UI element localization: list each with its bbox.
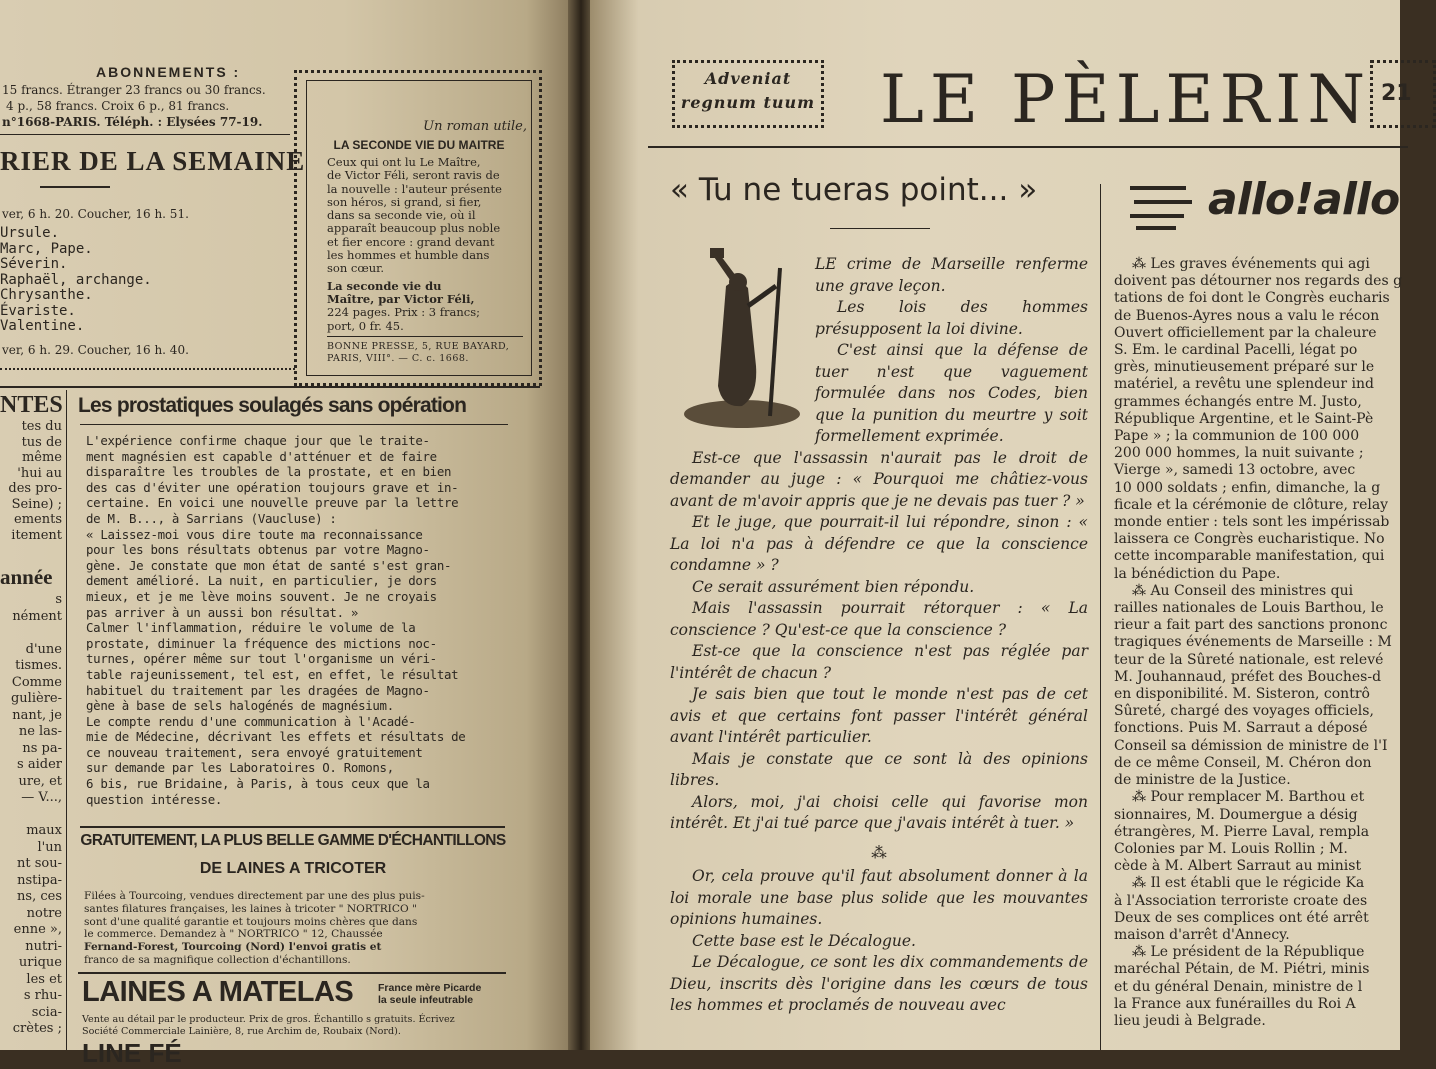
matelas-line: Société Commerciale Lainière, 8, rue Archim de, Roubaix (Nord).	[82, 1025, 401, 1037]
narrow-line: enne »,	[13, 922, 62, 937]
abonnements-title: ABONNEMENTS :	[96, 64, 241, 80]
narrow-line: s rhu-	[23, 988, 62, 1003]
article-para: Les lois des hommes présupposent la loi divine.	[815, 298, 1088, 338]
narrow-line: ne las-	[18, 724, 62, 739]
news-line: monde entier : tels sont les impérissab	[1114, 514, 1390, 531]
news-line: 200 000 hommes, la nuit suivante ;	[1114, 445, 1364, 462]
article-para: Or, cela prouve qu'il faut absolument donner à la loi morale une base plus solide que les mouvantes opinions humaines.	[670, 867, 1088, 928]
article-para: LE crime de Marseille renferme une grave leçon.	[815, 255, 1088, 295]
news-line: grammes échangés entre M. Justo,	[1114, 393, 1362, 410]
saint-item: Ursule.	[0, 225, 60, 241]
news-line: teur de la Sûreté nationale, est relevé	[1114, 651, 1384, 668]
publisher-line: PARIS, VIII°. — C. c. 1668.	[327, 352, 469, 364]
laines-line: Filées à Tourcoing, vendues directement par une des plus puis-	[84, 890, 425, 902]
news-line: ⁂ Le président de la République	[1132, 944, 1365, 961]
news-line: M. Jouhannaud, préfet des Bouches-d	[1114, 668, 1382, 685]
prostate-line: sur demande par les Laboratoires O. Romons,	[86, 760, 394, 776]
narrow-line: s aider	[17, 757, 62, 772]
news-line: la bénédiction du Pape.	[1114, 565, 1281, 582]
article-para: Ce serait assurément bien répondu.	[692, 577, 975, 596]
prostate-line: pas arriver à un aussi bon résultat. »	[86, 604, 359, 620]
article-separator: ⁂	[871, 843, 887, 862]
prostate-line: gène à base de sels halogénés de magnésium.	[86, 698, 394, 714]
prostate-line: disparaître les troubles de la prostate, et en bien	[86, 464, 452, 480]
news-line: la France aux funérailles du Roi A	[1114, 995, 1356, 1012]
news-line: ⁂ Pour remplacer M. Barthou et	[1132, 789, 1365, 806]
narrow-line: ure, et	[18, 773, 62, 789]
news-line: Sûreté, chargé des voyages officiels,	[1114, 703, 1374, 720]
article-para: Mais l'assassin pourrait rétorquer : « La conscience ? Qu'est-ce que la conscience ?	[670, 599, 1088, 639]
news-line: de Buenos-Ayres nous a valu le récon	[1114, 307, 1380, 324]
prostate-line: mieux, et je me lève moins souvent. Je ne croyais	[86, 588, 437, 604]
narrow-line: scia-	[31, 1004, 62, 1020]
narrow-line: nt sou-	[17, 856, 62, 871]
roman-line: les hommes et humble dans	[327, 248, 490, 263]
masthead-title: LE PÈLERIN	[880, 61, 1372, 138]
roman-book-line: La seconde vie du	[327, 278, 442, 293]
roman-line: son héros, si grand, si fier,	[327, 194, 482, 209]
divider	[0, 134, 290, 135]
narrow-line: nant, je	[12, 707, 62, 723]
column-divider	[1100, 184, 1101, 1050]
narrow-line: notre	[26, 905, 62, 921]
news-line: laissera ce Congrès eucharistique. No	[1114, 531, 1385, 548]
roman-line: de Victor Féli, seront ravis de	[327, 168, 500, 183]
prostate-line: 6 bis, rue Bridaine, à Paris, à tous ceux que la	[86, 776, 430, 792]
narrow-line: itement	[11, 527, 62, 543]
prostate-line: Calmer l'inflammation, réduire le volume de la	[86, 620, 416, 636]
prostate-line: prostate, diminuer la fréquence des mictions noc-	[86, 635, 437, 651]
matelas-side	[378, 982, 481, 1006]
banner-flourish-icon	[1126, 178, 1196, 238]
matelas-line: Vente au détail par le producteur. Prix de gros. Échantillo s gratuits. Écrivez	[82, 1014, 455, 1025]
prostate-line: habituel du traitement par les dragées de Magno-	[86, 682, 430, 698]
laines-line: santes filatures françaises, les laines à tricoter " NORTRICO "	[84, 902, 417, 915]
right-page	[590, 0, 1412, 1050]
news-line: Ouvert officiellement par la chaleure	[1114, 324, 1377, 341]
news-line: ⁂ Au Conseil des ministres qui	[1132, 582, 1354, 599]
news-line: fonctions. Puis M. Sarraut a déposé	[1114, 720, 1368, 737]
news-line: à l'Association terroriste croate des	[1114, 892, 1368, 909]
narrow-line: 'hui au	[17, 465, 62, 481]
prostate-line: turnes, opérer même sur tout l'organisme un véri-	[86, 651, 437, 667]
matelas-side-line: France mère Picarde	[378, 982, 482, 994]
news-line: sionnaires, M. Doumergue a désig	[1114, 806, 1358, 823]
motto-box	[672, 60, 824, 128]
news-line: grès, minutieusement préparé sur le	[1114, 359, 1375, 376]
roman-book-line: 224 pages. Prix : 3 francs;	[327, 305, 480, 320]
next-ad-partial: LINE FÉ	[82, 1038, 182, 1068]
matelas-side-line: la seule infeutrable	[378, 994, 474, 1006]
sun-times-2: ver, 6 h. 29. Coucher, 16 h. 40.	[2, 343, 189, 357]
roman-line: Ceux qui ont lu Le Maître,	[327, 155, 481, 169]
page-number-box	[1370, 60, 1436, 128]
article-para: Le Décalogue, ce sont les dix commandements de Dieu, inscrits dès l'origine dans les cœurs de tous les hommes et proclamés de nouveau avec	[670, 953, 1088, 1014]
laines-headline-2: DE LAINES A TRICOTER	[199, 860, 387, 877]
news-line: Deux de ses complices ont été arrêt	[1114, 909, 1369, 926]
narrow-line: des pro-	[8, 481, 62, 496]
roman-line: son cœur.	[327, 261, 384, 276]
sun-times-1: ver, 6 h. 20. Coucher, 16 h. 51.	[2, 207, 189, 221]
news-line: étrangères, M. Pierre Laval, rempla	[1114, 823, 1370, 840]
prostate-body	[78, 433, 508, 807]
narrow-line: ements	[14, 512, 62, 527]
news-banner-title: allo!allo	[1208, 174, 1400, 225]
abonnements-line3: n°1668-PARIS. Téléph. : Elysées 77-19.	[2, 115, 263, 129]
column-divider	[66, 390, 67, 1050]
narrow-line: l'un	[37, 839, 62, 855]
saint-item: Séverin.	[0, 256, 68, 272]
narrow-line	[0, 807, 62, 824]
narrow-column	[0, 392, 62, 1050]
divider	[327, 336, 523, 337]
motto	[675, 63, 821, 115]
matelas-title: LAINES A MATELAS	[82, 976, 354, 1008]
article-para: Mais je constate que ce sont là des opinions libres.	[670, 749, 1088, 789]
news-line: maréchal Pétain, de M. Piétri, minis	[1114, 961, 1370, 978]
matelas-ad	[78, 972, 506, 1068]
page-number: 21	[1381, 81, 1412, 106]
news-line: Colonies par M. Louis Rollin ; M.	[1114, 840, 1348, 857]
narrow-line: nstipa-	[17, 872, 62, 888]
prostate-line: ce nouveau traitement, sera envoyé gratuitement	[86, 744, 423, 760]
news-banner	[1124, 170, 1404, 242]
narrow-heading-2: année	[0, 565, 53, 589]
article-para: C'est ainsi que la défense de tuer n'est que vaguement formulée dans nos Codes, bien que la punition du meurtre y soit formellement exprimée.	[815, 341, 1088, 445]
news-line: de ce même Conseil, M. Chéron don	[1114, 754, 1372, 771]
news-line: Pape » ; la communion de 100 000	[1114, 428, 1360, 445]
abonnements-line1: 15 francs. Étranger 23 francs ou 30 francs.	[2, 83, 266, 97]
article-para: Est-ce que l'assassin n'aurait pas le droit de demander au juge : « Pourquoi me châtiez-vous avant de m'avoir appris que je ne devais pas tuer ? »	[670, 448, 1088, 510]
laines-line: franco de sa magnifique collection d'échantillons.	[84, 953, 351, 966]
laines-line: le commerce. Demandez à " NORTRICO " 12, Chaussée	[84, 928, 383, 941]
narrow-line: Seine) ;	[11, 496, 62, 512]
news-line: cède à M. Albert Sarraut au minist	[1114, 858, 1362, 875]
article-para: Cette base est le Décalogue.	[692, 931, 916, 950]
news-line: Conseil sa démission de ministre de l'I	[1114, 737, 1388, 754]
article-para: Alors, moi, j'ai choisi celle qui favorise mon intérêt. Et j'ai tué parce que j'avais intérêt à tuer. »	[670, 792, 1088, 832]
narrow-line: tes du	[21, 419, 62, 434]
laines-body	[80, 890, 506, 967]
prostate-line: gène. Je constate que mon état de santé s'est gran-	[86, 557, 452, 573]
article-title: « Tu ne tueras point... »	[670, 172, 1038, 208]
saint-item: Évariste.	[0, 302, 76, 319]
prostate-line: des cas d'éviter une opération toujours grave et in-	[86, 479, 459, 495]
roman-publisher	[307, 334, 531, 365]
article-para: Et le juge, que pourrait-il lui répondre, sinon : « La loi n'a pas à défendre ce que la conscience condamne » ?	[670, 513, 1088, 574]
article-body	[670, 254, 1088, 1017]
narrow-line: ns pa-	[22, 740, 62, 756]
roman-title: LA SECONDE VIE DU MAITRE	[333, 138, 505, 152]
saint-item: Marc, Pape.	[0, 240, 93, 257]
news-line: ⁂ Les graves événements qui agi	[1132, 256, 1370, 272]
narrow-line: ns, ces	[17, 889, 62, 904]
narrow-line: tus de	[21, 434, 62, 450]
narrow-line: urique	[18, 955, 62, 970]
news-line: Vierge », samedi 13 octobre, avec	[1114, 462, 1356, 479]
article-para: Est-ce que la conscience n'est pas réglée par l'intérêt de chacun ?	[670, 642, 1088, 682]
laines-headline-1: GRATUITEMENT, LA PLUS BELLE GAMME D'ÉCHANTILLONS	[80, 832, 506, 849]
saints-list	[0, 226, 152, 335]
prostate-line: table rajeunissement, tel est, en effet, le résultat	[86, 666, 459, 682]
prostate-line: pour les bons résultats obtenus par votre Magno-	[86, 542, 430, 558]
narrow-line: maux	[26, 823, 62, 838]
narrow-line: crètes ;	[12, 1021, 62, 1036]
saint-item: Valentine.	[0, 318, 85, 334]
roman-description	[307, 152, 531, 276]
news-line: matériel, a revêtu une splendeur ind	[1114, 376, 1374, 393]
news-line: ⁂ Il est établi que le régicide Ka	[1132, 875, 1365, 892]
motto-line: regnum tuum	[680, 93, 816, 112]
narrow-line: d'une	[25, 641, 62, 657]
abonnements-line2: 4 p., 58 francs. Croix 6 p., 81 francs.	[6, 99, 230, 113]
matelas-body	[82, 1014, 455, 1037]
news-line: République Argentine, et le Saint-Pè	[1114, 410, 1374, 427]
divider	[0, 386, 540, 388]
left-page	[0, 0, 572, 1068]
laines-tricoter-ad	[80, 832, 506, 967]
masthead-rule	[648, 146, 1408, 148]
news-line: tations de foi dont le Congrès eucharis	[1114, 290, 1390, 307]
news-line: S. Em. le cardinal Pacelli, légat po	[1114, 342, 1358, 359]
news-line: rieur a fait part des sanctions prononc	[1114, 617, 1388, 634]
news-line: doivent pas détourner nos regards des g	[1114, 273, 1403, 290]
prostate-line: mie de Médecine, décrivant les effets et résultats de	[86, 729, 466, 745]
news-line: de ministre de la Justice.	[1114, 772, 1291, 789]
news-line: 10 000 soldats ; enfin, dimanche, la g	[1114, 479, 1381, 496]
dotted-divider	[0, 368, 295, 370]
news-line: maison d'arrêt d'Annecy.	[1114, 926, 1290, 943]
prostate-line: dement amélioré. La nuit, en particulier, je dors	[86, 573, 437, 589]
news-line: lieu jeudi à Belgrade.	[1114, 1012, 1266, 1029]
roman-kicker: Un roman utile,	[423, 119, 527, 134]
prostate-line: de M. B..., à Sarrians (Vaucluse) :	[86, 510, 337, 526]
prostate-line: L'expérience confirme chaque jour que le traite-	[86, 433, 430, 448]
roman-book-line: port, 0 fr. 45.	[327, 318, 404, 333]
news-line: en disponibilité. M. Sisteron, contrô	[1114, 686, 1370, 703]
narrow-line: nément	[12, 608, 62, 624]
laines-line: Fernand-Forest, Tourcoing (Nord) l'envoi gratis et	[84, 941, 382, 954]
saint-item: Chrysanthe.	[0, 287, 93, 303]
news-line: ficale et la cérémonie de clôture, relay	[1114, 496, 1389, 513]
narrow-line: nutri-	[25, 938, 62, 954]
news-column	[1114, 256, 1414, 1030]
narrow-line: gulière-	[10, 691, 62, 706]
divider	[40, 186, 110, 188]
news-line: railles nationales de Louis Barthou, le	[1114, 600, 1384, 617]
saint-item: Raphaël, archange.	[0, 271, 152, 288]
article-para: Je sais bien que tout le monde n'est pas de cet avis et que certains font passer l'intérêt général avant l'intérêt particulier.	[670, 685, 1088, 746]
courrier-section-title: RIER DE LA SEMAINE	[0, 146, 306, 176]
roman-line: la nouvelle : l'auteur présente	[327, 181, 502, 196]
prostate-line: ment magnésien est capable d'atténuer et de faire	[86, 448, 437, 464]
narrow-line: — V...,	[21, 790, 62, 805]
prostate-headline: Les prostatiques soulagés sans opération	[78, 394, 467, 417]
narrow-line: Comme	[11, 674, 62, 690]
news-line: tragiques événements de Marseille : M	[1114, 634, 1392, 651]
divider	[80, 826, 505, 828]
narrow-line: même	[21, 450, 62, 465]
prostate-line: « Laissez-moi vous dire toute ma reconnaissance	[86, 526, 423, 542]
roman-book-line: Maître, par Victor Féli,	[327, 291, 475, 306]
prostate-line: question intéresse.	[86, 791, 223, 807]
prostate-line: Le compte rendu d'une communication à l'Acadé-	[86, 713, 416, 729]
roman-book-info	[307, 276, 531, 333]
narrow-line: s	[55, 592, 62, 607]
news-line: et du général Denain, ministre de l	[1114, 978, 1363, 995]
narrow-text-2	[0, 592, 62, 1038]
title-underline	[830, 228, 930, 229]
news-line: cette incomparable manifestation, qui	[1114, 548, 1385, 565]
divider	[80, 424, 508, 425]
roman-line: et fier encore : grand devant	[327, 234, 495, 249]
narrow-line: les et	[26, 971, 62, 987]
laines-line: sont d'une qualité garantie et toujours moins chères que dans	[84, 915, 418, 928]
narrow-line	[0, 625, 62, 642]
roman-line: apparaît beaucoup plus noble	[327, 221, 501, 236]
roman-ad-inner	[306, 80, 532, 376]
roman-line: dans sa seconde vie, où il	[327, 208, 476, 223]
prostate-line: certaine. En voici une nouvelle preuve par la lettre	[86, 495, 459, 511]
motto-line: Adveniat	[704, 69, 792, 88]
narrow-text-1	[0, 419, 62, 543]
publisher-line: BONNE PRESSE, 5, RUE BAYARD,	[327, 340, 510, 352]
narrow-heading-1: NTES	[0, 392, 63, 418]
prostate-ad	[78, 394, 508, 807]
narrow-line: tismes.	[15, 658, 62, 673]
